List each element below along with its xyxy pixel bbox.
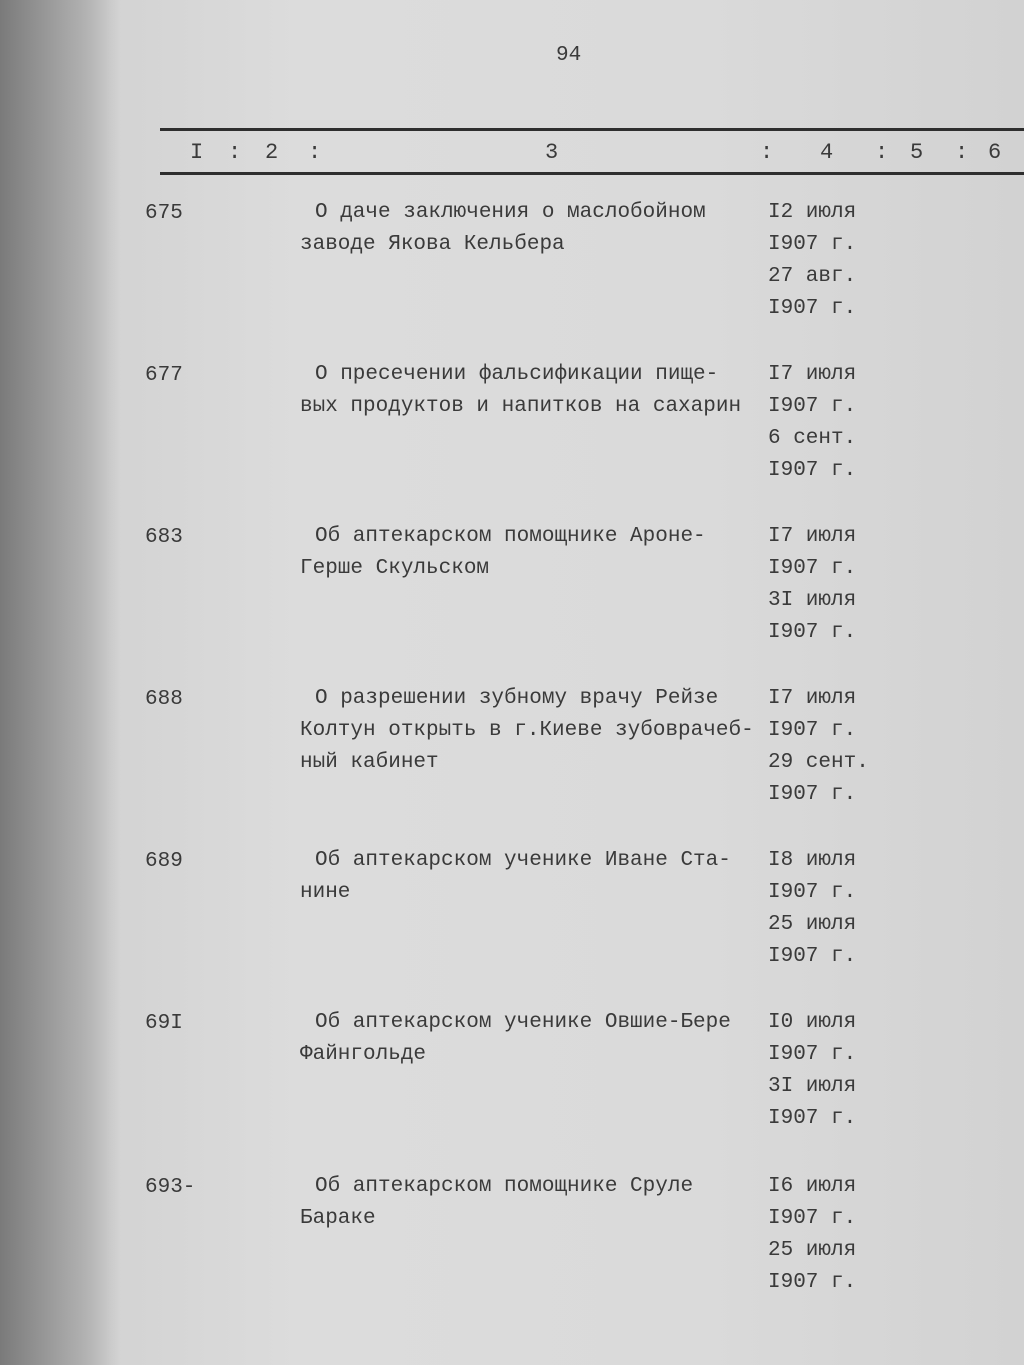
date-line: I907 г.: [768, 783, 857, 806]
date-line: I907 г.: [768, 297, 857, 320]
entry-description: [300, 364, 741, 428]
entry-dates: [768, 1176, 856, 1304]
entry-number: 69I: [145, 1012, 183, 1035]
date-line: I907 г.: [768, 621, 857, 644]
date-line: I7 июля: [768, 363, 857, 386]
entry-description: [300, 1176, 693, 1240]
date-line: I7 июля: [768, 525, 857, 548]
entry-number: 688: [145, 688, 183, 711]
date-line: 27 авг.: [768, 265, 857, 288]
date-line: I907 г.: [768, 557, 857, 580]
date-line: 3I июля: [768, 589, 857, 612]
date-line: I907 г.: [768, 881, 857, 904]
entry-dates: [768, 526, 856, 654]
col-header-3: 3: [545, 140, 559, 165]
entry-number: 677: [145, 364, 183, 387]
date-line: I907 г.: [768, 1107, 857, 1130]
header-bottom-rule: [160, 172, 1024, 175]
description-line: ный кабинет: [300, 751, 439, 774]
description-line: О пресечении фальсификации пище-: [315, 363, 719, 386]
description-line: Колтун открыть в г.Киеве зубоврачеб-: [300, 719, 754, 742]
entry-number: 693-: [145, 1176, 196, 1199]
date-line: I907 г.: [768, 459, 857, 482]
description-line: заводе Якова Кельбера: [300, 233, 565, 256]
date-line: I907 г.: [768, 1043, 857, 1066]
date-line: 6 сент.: [768, 427, 857, 450]
date-line: 3I июля: [768, 1075, 857, 1098]
entry-dates: [768, 202, 856, 330]
page-number: 94: [556, 44, 582, 67]
entry-number: 683: [145, 526, 183, 549]
description-line: нине: [300, 881, 351, 904]
date-line: 29 сент.: [768, 751, 869, 774]
description-line: вых продуктов и напитков на сахарин: [300, 395, 742, 418]
col-sep: :: [760, 140, 774, 165]
col-header-2: 2: [265, 140, 279, 165]
date-line: I6 июля: [768, 1175, 857, 1198]
date-line: 25 июля: [768, 1239, 857, 1262]
date-line: I907 г.: [768, 719, 857, 742]
entry-dates: [768, 364, 856, 492]
date-line: I907 г.: [768, 395, 857, 418]
entry-description: [300, 688, 754, 784]
col-sep: :: [955, 140, 969, 165]
description-line: Об аптекарском ученике Иване Ста-: [315, 849, 731, 872]
entry-description: [300, 1012, 731, 1076]
entry-number: 689: [145, 850, 183, 873]
entry-description: [300, 850, 731, 914]
col-sep: :: [228, 140, 242, 165]
page-edge-shadow: [0, 0, 120, 1365]
date-line: I907 г.: [768, 1207, 857, 1230]
col-header-1: I: [190, 140, 204, 165]
date-line: I907 г.: [768, 233, 857, 256]
entry-dates: [768, 850, 856, 978]
entry-dates: [768, 688, 869, 816]
col-header-5: 5: [910, 140, 924, 165]
date-line: 25 июля: [768, 913, 857, 936]
date-line: I2 июля: [768, 201, 857, 224]
description-line: Герше Скульском: [300, 557, 490, 580]
entry-dates: [768, 1012, 856, 1140]
col-header-6: 6: [988, 140, 1002, 165]
description-line: Файнгольде: [300, 1043, 427, 1066]
col-sep: :: [875, 140, 889, 165]
description-line: Об аптекарском ученике Овшие-Бере: [315, 1011, 731, 1034]
date-line: I907 г.: [768, 1271, 857, 1294]
description-line: Бараке: [300, 1207, 376, 1230]
col-sep: :: [308, 140, 322, 165]
date-line: I7 июля: [768, 687, 857, 710]
entry-number: 675: [145, 202, 183, 225]
description-line: О даче заключения о маслобойном: [315, 201, 706, 224]
date-line: I8 июля: [768, 849, 857, 872]
col-header-4: 4: [820, 140, 834, 165]
date-line: I0 июля: [768, 1011, 857, 1034]
description-line: О разрешении зубному врачу Рейзе: [315, 687, 719, 710]
entry-description: [300, 202, 706, 266]
description-line: Об аптекарском помощнике Сруле: [315, 1175, 694, 1198]
header-top-rule: [160, 128, 1024, 131]
entry-description: [300, 526, 706, 590]
date-line: I907 г.: [768, 945, 857, 968]
description-line: Об аптекарском помощнике Ароне-: [315, 525, 706, 548]
